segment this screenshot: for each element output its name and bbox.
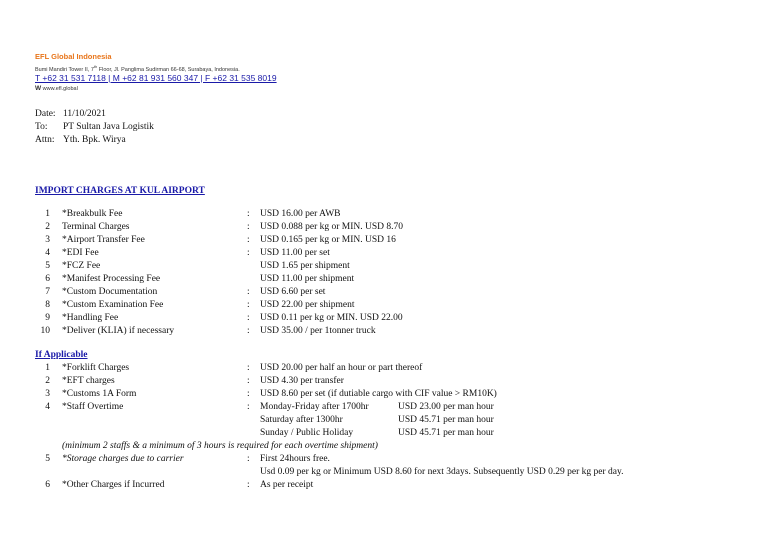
fee-name: *EFT charges	[62, 376, 115, 386]
item-number: 5	[45, 454, 50, 464]
fee-name: *EDI Fee	[62, 248, 99, 258]
address-superscript: th	[93, 64, 98, 69]
other-charges-label: *Other Charges if Incurred	[62, 480, 165, 490]
storage-line-1: First 24hours free.	[260, 454, 330, 464]
fee-name: *Breakbulk Fee	[62, 209, 123, 219]
item-number: 3	[45, 235, 50, 245]
fee-value: USD 16.00 per AWB	[260, 209, 341, 219]
fee-name: *Custom Examination Fee	[62, 300, 164, 310]
colon: :	[247, 454, 250, 464]
web-label: W	[35, 85, 42, 92]
item-number: 6	[45, 480, 50, 490]
other-charges-value: As per receipt	[260, 480, 314, 490]
overtime-rate: USD 45.71 per man hour	[398, 428, 494, 438]
fee-value: USD 4.30 per transfer	[260, 376, 344, 386]
colon: :	[247, 287, 250, 297]
to-label: To:	[35, 122, 48, 132]
item-number: 2	[45, 222, 50, 232]
fee-value: USD 1.65 per shipment	[260, 261, 350, 271]
item-number: 1	[45, 209, 50, 219]
fee-value: USD 11.00 per set	[260, 248, 330, 258]
contact-phones-link[interactable]: T +62 31 531 7118 | M +62 81 931 560 347 | F +62 31 535 8019	[35, 73, 277, 83]
item-number: 1	[45, 363, 50, 373]
colon: :	[247, 389, 250, 399]
attn-value: Yth. Bpk. Wirya	[63, 135, 126, 145]
attn-label: Attn:	[35, 135, 55, 145]
item-number: 6	[45, 274, 50, 284]
item-number: 9	[45, 313, 50, 323]
item-number: 5	[45, 261, 50, 271]
to-value: PT Sultan Java Logistik	[63, 122, 154, 132]
item-number: 4	[45, 248, 50, 258]
date-value: 11/10/2021	[63, 109, 106, 119]
web-url[interactable]: www.efl.global	[42, 86, 78, 92]
colon: :	[247, 209, 250, 219]
overtime-period: Sunday / Public Holiday	[260, 428, 354, 438]
colon: :	[247, 376, 250, 386]
company-address	[35, 64, 240, 73]
fee-value: USD 6.60 per set	[260, 287, 326, 297]
fee-name: *FCZ Fee	[62, 261, 101, 271]
colon: :	[247, 363, 250, 373]
fee-value: USD 0.165 per kg or MIN. USD 16	[260, 235, 396, 245]
staff-overtime-label: *Staff Overtime	[62, 402, 124, 412]
item-number: 7	[45, 287, 50, 297]
address-part: Bumi Mandiri Tower II, 7	[35, 66, 94, 73]
overtime-note: (minimum 2 staffs & a minimum of 3 hours is required for each overtime shipment)	[62, 441, 378, 451]
fee-value: USD 11.00 per shipment	[260, 274, 355, 284]
fee-name: *Customs 1A Form	[62, 389, 137, 399]
fee-value: USD 0.088 per kg or MIN. USD 8.70	[260, 222, 404, 232]
storage-line-2: Usd 0.09 per kg or Minimum USD 8.60 for next 3days. Subsequently USD 0.29 per kg per day.	[260, 467, 624, 477]
item-number: 2	[45, 376, 50, 386]
fee-name: *Deliver (KLIA) if necessary	[62, 326, 175, 336]
fee-value: USD 22.00 per shipment	[260, 300, 355, 310]
colon: :	[247, 300, 250, 310]
date-label: Date:	[35, 109, 56, 119]
colon: :	[247, 235, 250, 245]
colon: :	[247, 480, 250, 490]
storage-charges-label: *Storage charges due to carrier	[62, 454, 184, 464]
item-number: 3	[45, 389, 50, 399]
fee-name: *Handling Fee	[62, 313, 119, 323]
fee-name: Terminal Charges	[62, 222, 130, 232]
address-part: Floor, Jl. Panglima Sudirman 66-68, Surabaya, Indonesia.	[97, 66, 240, 73]
item-number: 10	[40, 326, 50, 336]
colon: :	[247, 402, 250, 412]
colon: :	[247, 313, 250, 323]
colon: :	[247, 248, 250, 258]
overtime-period: Saturday after 1300hr	[260, 415, 343, 425]
fee-value: USD 8.60 per set (if dutiable cargo with CIF value > RM10K)	[260, 389, 497, 399]
fee-value: USD 20.00 per half an hour or part thereof	[260, 363, 423, 373]
fee-name: *Airport Transfer Fee	[62, 235, 145, 245]
fee-name: *Forklift Charges	[62, 363, 130, 373]
colon: :	[247, 326, 250, 336]
fee-name: *Custom Documentation	[62, 287, 158, 297]
fee-value: USD 35.00 / per 1tonner truck	[260, 326, 376, 336]
colon: :	[247, 222, 250, 232]
overtime-rate: USD 45.71 per man hour	[398, 415, 494, 425]
import-charges-title: IMPORT CHARGES AT KUL AIRPORT	[35, 186, 205, 196]
fee-name: *Manifest Processing Fee	[62, 274, 161, 284]
if-applicable-title: If Applicable	[35, 350, 88, 360]
overtime-period: Monday-Friday after 1700hr	[260, 402, 369, 412]
fee-value: USD 0.11 per kg or MIN. USD 22.00	[260, 313, 403, 323]
item-number: 4	[45, 402, 50, 412]
company-name: EFL Global Indonesia	[35, 52, 112, 61]
item-number: 8	[45, 300, 50, 310]
overtime-rate: USD 23.00 per man hour	[398, 402, 494, 412]
website	[35, 85, 78, 92]
